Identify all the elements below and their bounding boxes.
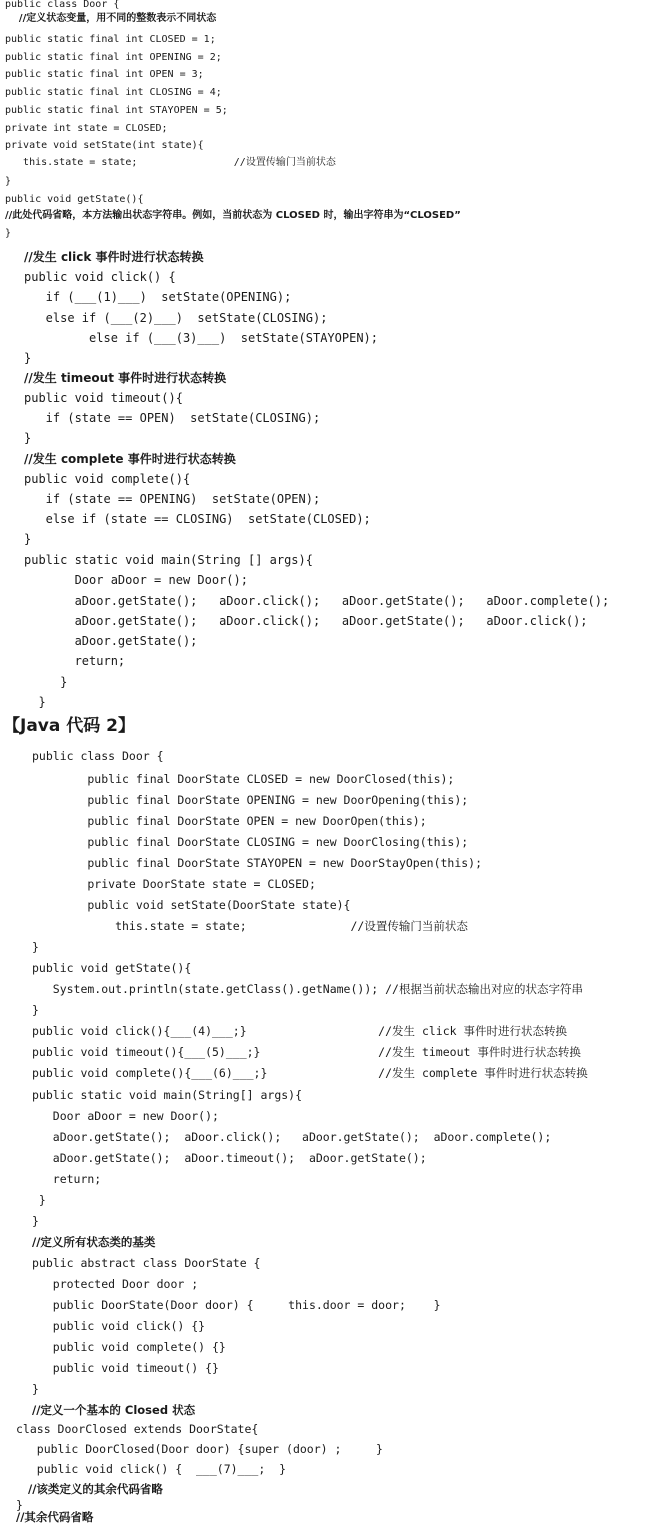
code-line: return;	[24, 654, 126, 668]
code-line: }	[24, 675, 68, 689]
code-line: public static final int CLOSED = 1;	[5, 34, 216, 45]
code-line: }	[5, 176, 12, 187]
code-line: }	[32, 1193, 46, 1207]
code-blank-line: else if (___(2)___) setState(CLOSING);	[24, 311, 328, 325]
code-line: public void click() {	[24, 270, 176, 284]
code-line: class DoorClosed extends DoorState{	[16, 1422, 259, 1436]
code-comment: //定义所有状态类的基类	[32, 1235, 156, 1249]
code-comment: //该类定义的其余代码省略	[16, 1482, 163, 1496]
code-line: public static final int OPENING = 2;	[5, 52, 222, 63]
code-line: private void setState(int state){	[5, 140, 204, 151]
code-line: }	[32, 1214, 39, 1228]
code-line: Door aDoor = new Door();	[32, 1109, 219, 1123]
code-line: public final DoorState OPEN = new DoorOpen(this);	[32, 814, 427, 828]
code-comment: //其余代码省略	[16, 1510, 94, 1524]
code-line: }	[16, 1498, 23, 1512]
code-line: public final DoorState CLOSING = new DoorClosing(this);	[32, 835, 469, 849]
code-line: }	[24, 695, 46, 709]
code-line: }	[32, 1382, 39, 1396]
code-line: public final DoorState OPENING = new DoorOpening(this);	[32, 793, 469, 807]
code-line: System.out.println(state.getClass().getName()); //根据当前状态输出对应的状态字符串	[32, 982, 583, 996]
code-line: aDoor.getState();	[24, 634, 198, 648]
code-line: private int state = CLOSED;	[5, 123, 168, 134]
code-line: private DoorState state = CLOSED;	[32, 877, 316, 891]
code-comment: //定义一个基本的 Closed 状态	[32, 1403, 196, 1417]
code-line: if (state == OPENING) setState(OPEN);	[24, 492, 321, 506]
code-line: }	[24, 351, 32, 365]
code-line: public void timeout(){	[24, 391, 183, 405]
code-line: public static final int CLOSING = 4;	[5, 87, 222, 98]
code-comment: //发生 complete 事件时进行状态转换	[24, 452, 236, 466]
code-line: public void getState(){	[32, 961, 192, 975]
code-line: aDoor.getState(); aDoor.click(); aDoor.getState(); aDoor.click();	[24, 614, 588, 628]
code-line: }	[5, 228, 12, 239]
code-blank-line: public void complete(){___(6)___;} //发生 complete 事件时进行状态转换	[32, 1066, 588, 1080]
code-blank-line: else if (___(3)___) setState(STAYOPEN);	[24, 331, 379, 345]
code-line: public static void main(String[] args){	[32, 1088, 303, 1102]
code-line: }	[24, 431, 32, 445]
code-comment: //此处代码省略，本方法输出状态字符串。例如，当前状态为 CLOSED 时，输出字符串为“CLOSED”	[5, 210, 461, 221]
code-line: public static void main(String [] args){	[24, 553, 313, 567]
code-line: public class Door {	[32, 749, 164, 763]
section-heading: 【Java 代码 2】	[3, 716, 136, 736]
code-line: public class Door {	[5, 0, 120, 10]
code-line: aDoor.getState(); aDoor.click(); aDoor.getState(); aDoor.complete();	[32, 1130, 552, 1144]
code-line: Door aDoor = new Door();	[24, 573, 248, 587]
code-blank-line: public void click(){___(4)___;} //发生 click 事件时进行状态转换	[32, 1024, 567, 1038]
code-line: return;	[32, 1172, 102, 1186]
code-line: aDoor.getState(); aDoor.click(); aDoor.getState(); aDoor.complete();	[24, 594, 610, 608]
code-comment: //发生 click 事件时进行状态转换	[24, 250, 204, 264]
code-line: public void timeout() {}	[32, 1361, 219, 1375]
code-comment: //定义状态变量，用不同的整数表示不同状态	[5, 13, 217, 24]
code-line: public final DoorState CLOSED = new DoorClosed(this);	[32, 772, 455, 786]
code-blank-line: public void timeout(){___(5)___;} //发生 timeout 事件时进行状态转换	[32, 1045, 581, 1059]
code-line: this.state = state; //设置传输门当前状态	[32, 919, 468, 933]
code-line: else if (state == CLOSING) setState(CLOSED);	[24, 512, 371, 526]
code-line: public void click() {}	[32, 1319, 206, 1333]
code-comment: //发生 timeout 事件时进行状态转换	[24, 371, 227, 385]
code-line: }	[24, 532, 32, 546]
code-line: public void setState(DoorState state){	[32, 898, 351, 912]
code-line: public void getState(){	[5, 194, 144, 205]
code-line: }	[32, 1003, 39, 1017]
code-line: aDoor.getState(); aDoor.timeout(); aDoor.getState();	[32, 1151, 427, 1165]
code-line: public abstract class DoorState {	[32, 1256, 261, 1270]
code-line: public void complete(){	[24, 472, 191, 486]
code-blank-line: if (___(1)___) setState(OPENING);	[24, 290, 292, 304]
code-line: public static final int STAYOPEN = 5;	[5, 105, 228, 116]
code-blank-line: public void click() { ___(7)___; }	[16, 1462, 287, 1476]
code-line: public DoorClosed(Door door) {super (door) ; }	[16, 1442, 383, 1456]
code-line: public final DoorState STAYOPEN = new DoorStayOpen(this);	[32, 856, 483, 870]
code-line: public void complete() {}	[32, 1340, 226, 1354]
code-line: protected Door door ;	[32, 1277, 199, 1291]
code-line: this.state = state; //设置传输门当前状态	[5, 157, 336, 168]
code-line: if (state == OPEN) setState(CLOSING);	[24, 411, 321, 425]
code-line: }	[32, 940, 39, 954]
code-line: public static final int OPEN = 3;	[5, 69, 204, 80]
code-line: public DoorState(Door door) { this.door = door; }	[32, 1298, 441, 1312]
